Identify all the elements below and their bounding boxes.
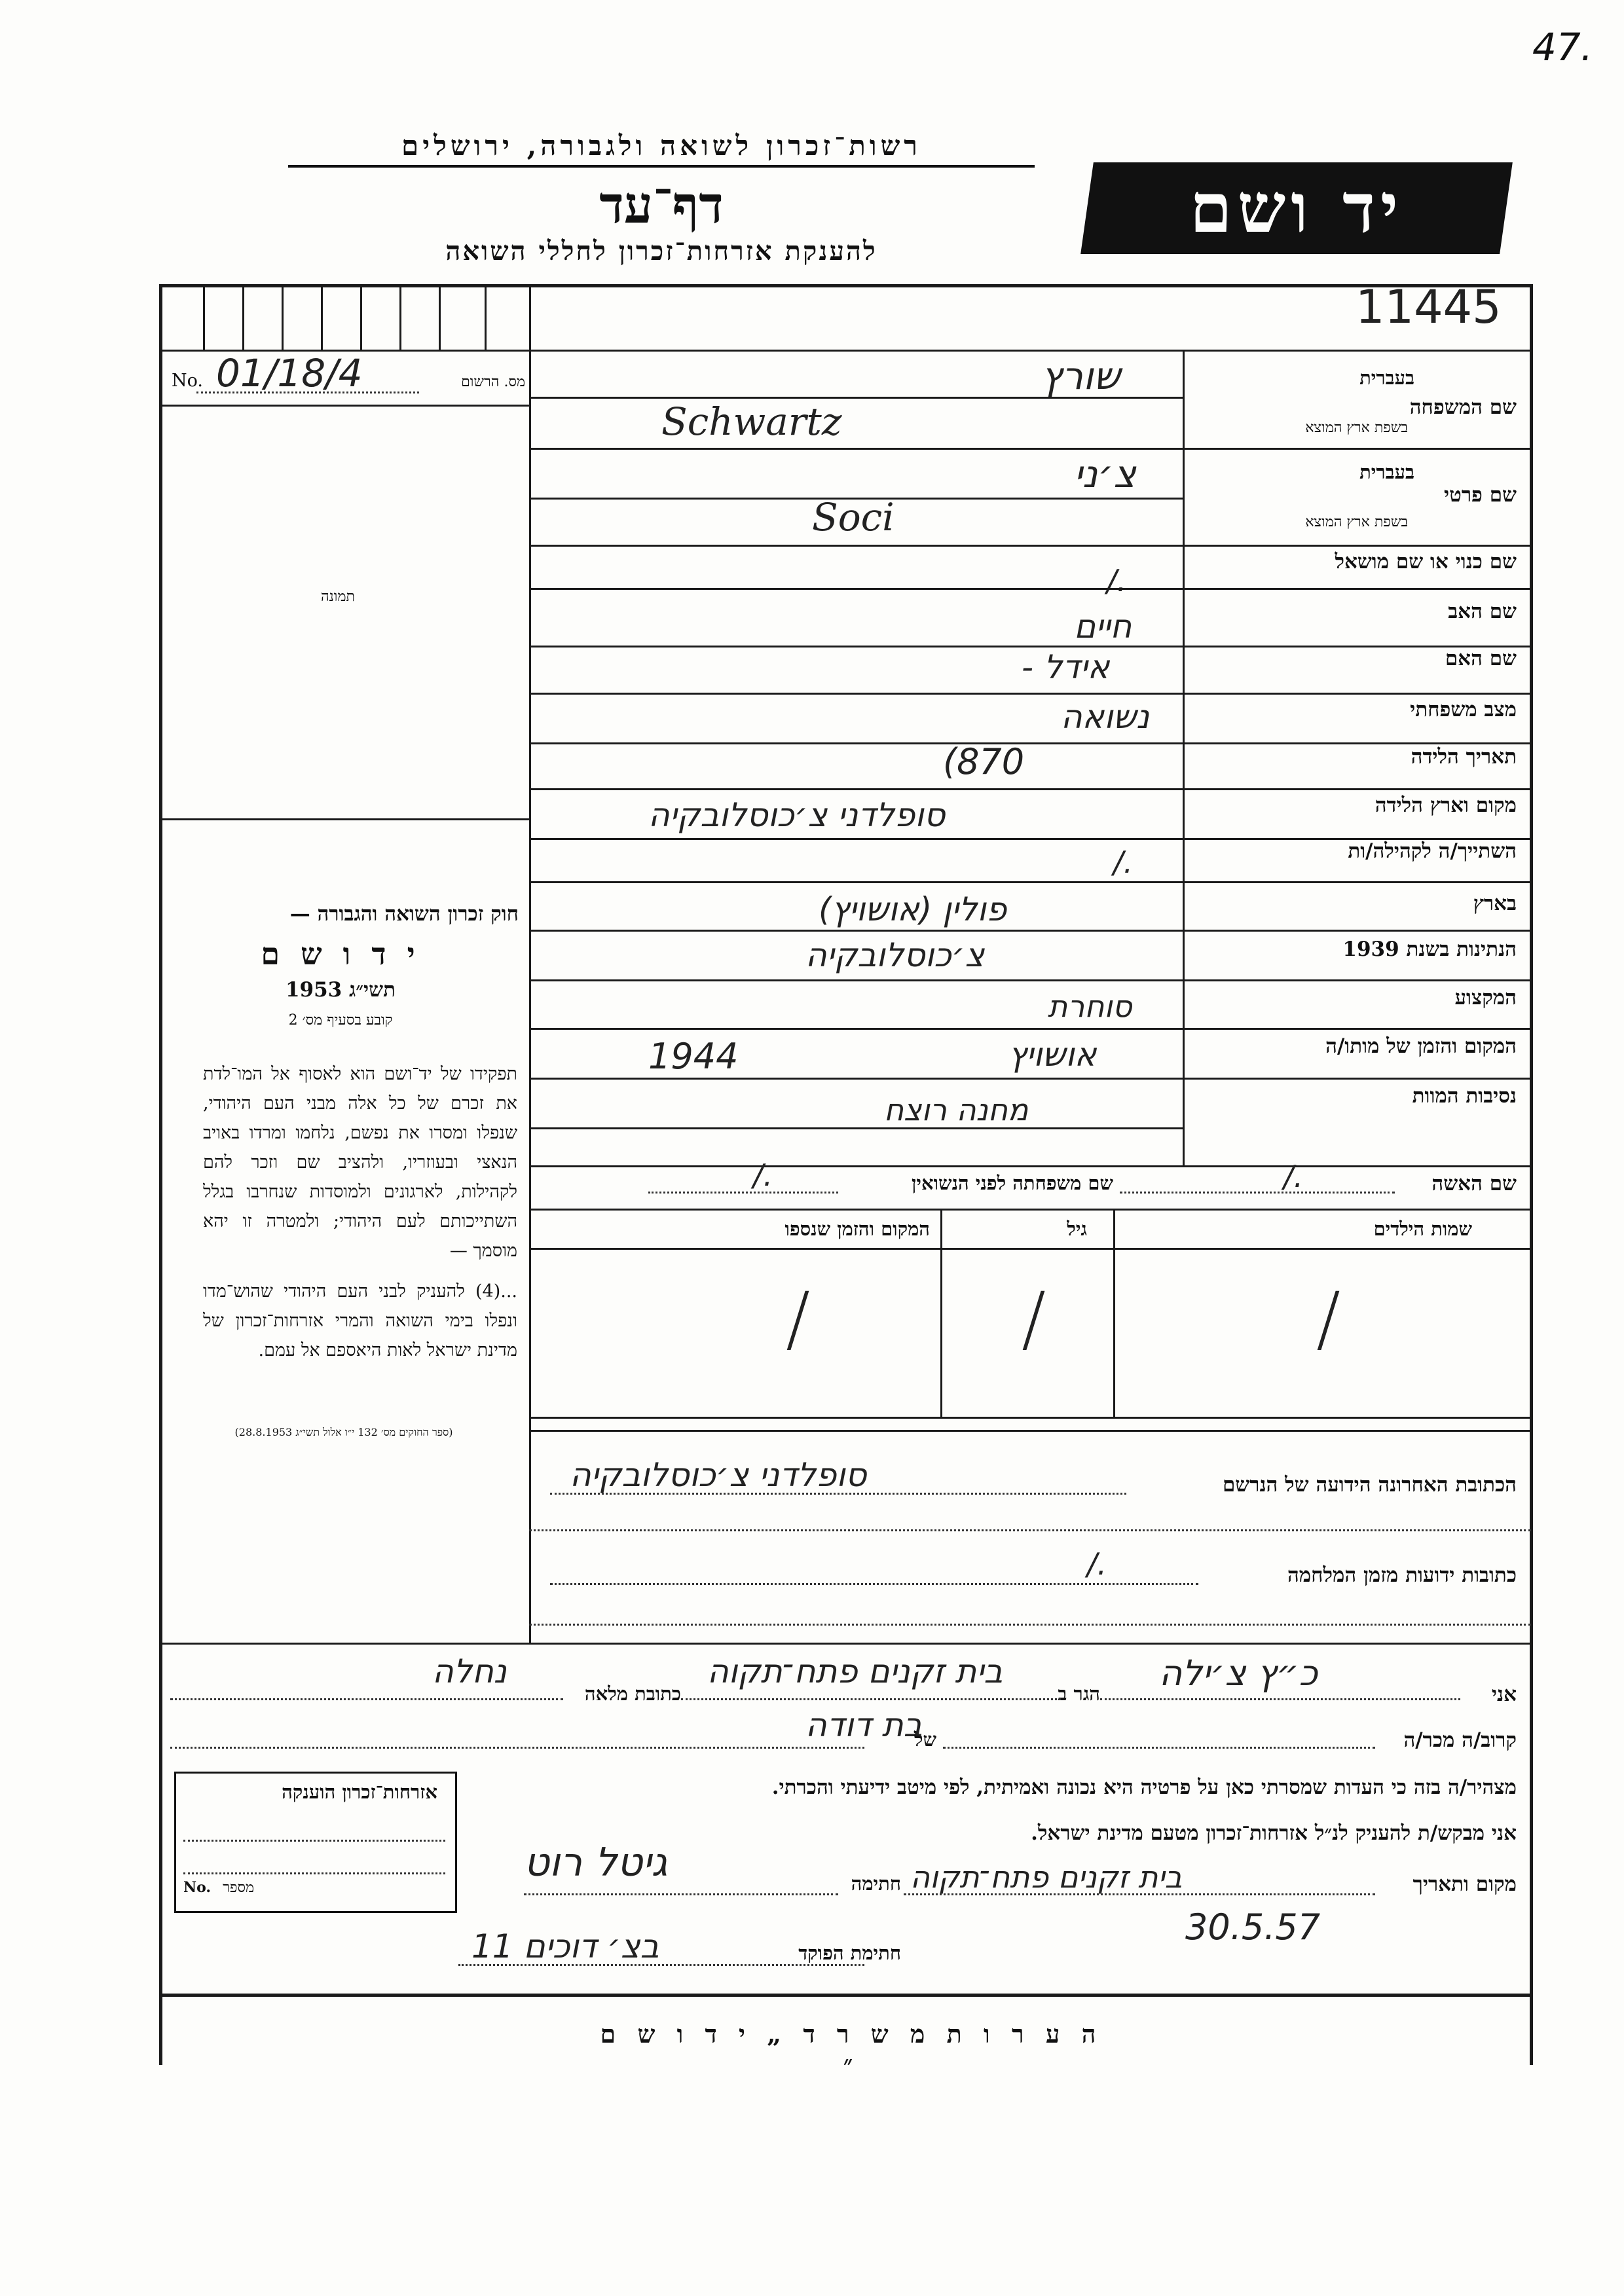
family-status-label: מצב משפחתי [1410,698,1517,721]
form-title: דף־עד [599,175,724,235]
mother-name-value[interactable]: - אידל [1022,648,1110,686]
law-name: י ד ו ש ם [261,936,420,972]
form-subtitle: להענקת אזרחות־זכרון לחללי השואה [445,236,877,266]
place-date-value[interactable]: בית זקנים פתח־תקוה [910,1859,1183,1895]
citizenship-box-no-label: מספר [223,1880,254,1896]
law-text-2: ...(4) להעניק לבני העם היהודי שהוש־מדו ונפלו בימי השואה והמרי אזרחות־זכרון של מדינת ישראל לאות היאספם אל עמם. [203,1281,517,1360]
law-text-1: תפקידו של יד־ושם הוא לאסוף אל המו־לדת את זכרם של כל אלה מבני העם היהודי, שנפלו ומסרו את נפשם, נלחמו ומרדו באויב הנאצי ובעוזריו, ולהציב שם וזכר להם לקהילות, לארגונים ולמוסדות שנחרבו בגלל השתייכותם לעם היהודי; ולמטרה זו יהא מוסמך — [203,1064,517,1261]
war-address-label: כתובות ידועות מזמן המלחמה [1287,1563,1517,1587]
war-address-value[interactable]: /. [1087,1546,1107,1582]
authority-header: רשות־זכרון לשואה ולגבורה, ירושלים [288,130,1035,168]
father-name-label: שם האב [1448,600,1517,623]
last-address-label: הכתובת האחרונה הידועה של הנרשם [1222,1473,1517,1497]
statement-2: אני מבקש/ת להעניק לנ״ל אזרחות־זכרון מטעם מדינת ישראל. [1031,1821,1517,1845]
relative-label: קרוב/ה מכר/ה [1403,1728,1517,1752]
reg-no-prefix: No. [172,371,203,391]
given-name-value-origin[interactable]: Soci [812,495,895,539]
statement-1: מצהיר/ה בזה כי העדות שמסרתי כאן על פרטיה היא נכונה ואמיתית, לפי מיטב ידיעתי והכרתי. [771,1776,1517,1799]
country-label: בארץ [1473,892,1517,915]
relative-value[interactable]: בת דודה [805,1706,923,1744]
family-name-value-hebrew[interactable]: שורץ [1041,354,1120,398]
wife-label: שם האשה [1431,1172,1517,1195]
community-label: השתייך/ה לקהילה/ות [1348,839,1517,863]
last-address-value[interactable]: סופלדני צ׳כוסלובקיה [570,1456,867,1494]
page-number: 47. [1532,25,1593,69]
occupation-label: המקצוע [1454,986,1517,1010]
country-value[interactable]: (אושויץ) פולין [819,890,1007,928]
wife-value[interactable]: /. [1283,1159,1304,1194]
law-title: חוק זכרון השואה והגבורה — [289,902,519,926]
birth-date-value[interactable]: (870 [943,741,1025,782]
given-name-sub-hebrew: בעברית [1359,461,1414,483]
death-year-value[interactable]: 1944 [648,1036,739,1077]
of-label: של [913,1728,936,1751]
law-clause: קובע בסעיף מס׳ 2 [288,1012,393,1029]
citizenship-box-title: אזרחות־זכרון הוענקה [282,1781,437,1803]
family-name-sub-origin: בשפת ארץ המוצא [1305,420,1408,436]
citizenship-box-no: No. [183,1879,212,1896]
children-place-value[interactable]: / [786,1277,811,1360]
yad-vashem-logo [1080,162,1513,254]
maiden-name-value[interactable]: /. [753,1157,773,1193]
full-address-value[interactable]: נחלה [432,1652,507,1690]
photo-label: תמונה [321,589,355,605]
citizenship-1939-label: הנתינות בשנת 1939 [1342,938,1517,961]
birth-place-value[interactable]: סופלדני צ׳כוסלובקיה [648,796,946,834]
family-name-value-origin[interactable]: Schwartz [661,399,842,444]
family-status-value[interactable]: נשואה [1061,698,1150,736]
reg-no-label: מס. הרשום [461,374,525,390]
officer-signature-value[interactable]: 11 בצ׳ דוכים [471,1927,659,1965]
nickname-label: שם כנוי או שם מושאל [1335,550,1517,574]
children-col-place-time: המקום והזמן שנספו [784,1218,930,1240]
date-value[interactable]: 30.5.57 [1185,1906,1321,1948]
maiden-name-label: שם משפחתה לפני הנשואין [912,1172,1113,1194]
given-name-sub-origin: בשפת ארץ המוצא [1305,514,1408,530]
community-value[interactable]: /. [1113,845,1134,880]
place-date-label: מקום ותאריך [1412,1872,1517,1896]
mother-name-label: שם האם [1445,647,1517,670]
officer-signature-label: חתימת הפוקד [798,1942,901,1964]
birth-date-label: תאריך הלידה [1411,745,1517,769]
footer-remarks: ה ע ר ו ת מ ש ר ד „ י ד ו ש ם ״ [600,2019,1103,2079]
children-names-value[interactable]: / [1316,1277,1341,1360]
citizenship-1939-value[interactable]: צ׳כוסלובקיה [805,936,985,974]
children-col-age: גיל [1067,1218,1087,1240]
declarant-value[interactable]: כ״ץ צ׳ילה [1159,1652,1318,1694]
resides-value[interactable]: בית זקנים פתח־תקוה [707,1652,1003,1690]
signature-value[interactable]: גיטל רוט [524,1840,668,1886]
given-name-value-hebrew[interactable]: צ׳ני [1074,452,1136,496]
signature-label: חתימה [851,1872,901,1895]
resides-label: הגר ב [1058,1683,1100,1705]
reg-no-value[interactable]: 01/18/4 [216,351,363,395]
birth-place-label: מקום וארץ הלידה [1375,793,1517,817]
children-col-names: שמות הילדים [1373,1218,1472,1240]
law-year: תשי״ג 1953 [285,978,396,1002]
family-name-label: שם המשפחה [1409,395,1517,419]
family-name-sub-hebrew: בעברית [1359,367,1414,389]
death-place-time-label: המקום והזמן של מותו/ה [1325,1034,1517,1058]
nickname-value[interactable]: /. [1107,563,1127,598]
death-circumstances-label: נסיבות המוות [1412,1084,1517,1108]
law-source: (ספר החוקים מס׳ 132 י״ו אלול תשי״ג 28.8.1953) [234,1426,453,1438]
death-circumstances-value[interactable]: מחנה רוצח [884,1092,1029,1127]
death-place-value[interactable]: אושויץ [1008,1036,1097,1074]
occupation-value[interactable]: סוחרת [1048,989,1132,1024]
logo-text: יד ושם [1189,168,1404,248]
file-number[interactable]: 11445 [1356,280,1502,334]
declarant-label: אני [1491,1683,1517,1706]
given-name-label: שם פרטי [1443,483,1517,507]
father-name-value[interactable]: חיים [1074,608,1132,646]
full-address-label: כתובת מלאה [584,1683,681,1705]
children-age-value[interactable]: / [1022,1277,1046,1360]
